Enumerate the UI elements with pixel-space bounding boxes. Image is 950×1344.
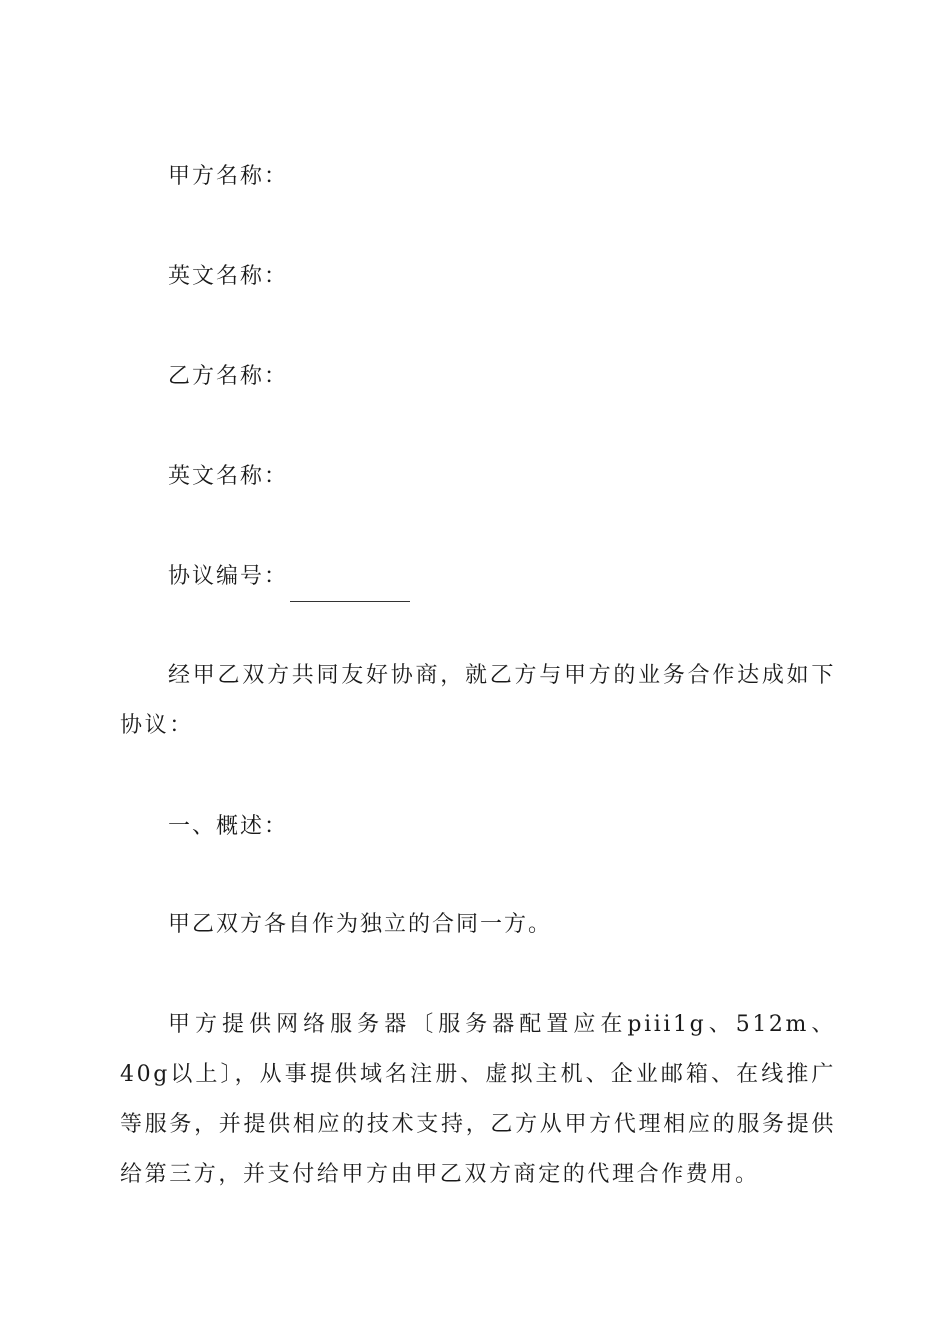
party-a-name-label: 甲方名称： [168,164,289,189]
party-a-english-name-label: 英文名称： [168,264,289,289]
section-1-paragraph-1: 甲乙双方各自作为独立的合同一方。 [168,912,553,937]
intro-paragraph: 经甲乙双方共同友好协商，就乙方与甲方的业务合作达成如下协议： [120,663,836,738]
agreement-number-blank [290,571,410,602]
section-1-paragraph-2: 甲方提供网络服务器〔服务器配置应在piii1g、512m、40g以上〕，从事提供域名注册、虚拟主机、企业邮箱、在线推广等服务，并提供相应的技术支持，乙方从甲方代理相应的服务提供给第三方，并支付给甲方由甲乙双方商定的代理合作费用。 [120,1012,836,1187]
section-1-heading: 一、概述： [168,814,289,839]
agreement-number-label: 协议编号： [168,564,289,589]
agreement-number-row [168,552,888,602]
party-b-name-label: 乙方名称： [168,364,289,389]
party-b-english-name-label: 英文名称： [168,464,289,489]
